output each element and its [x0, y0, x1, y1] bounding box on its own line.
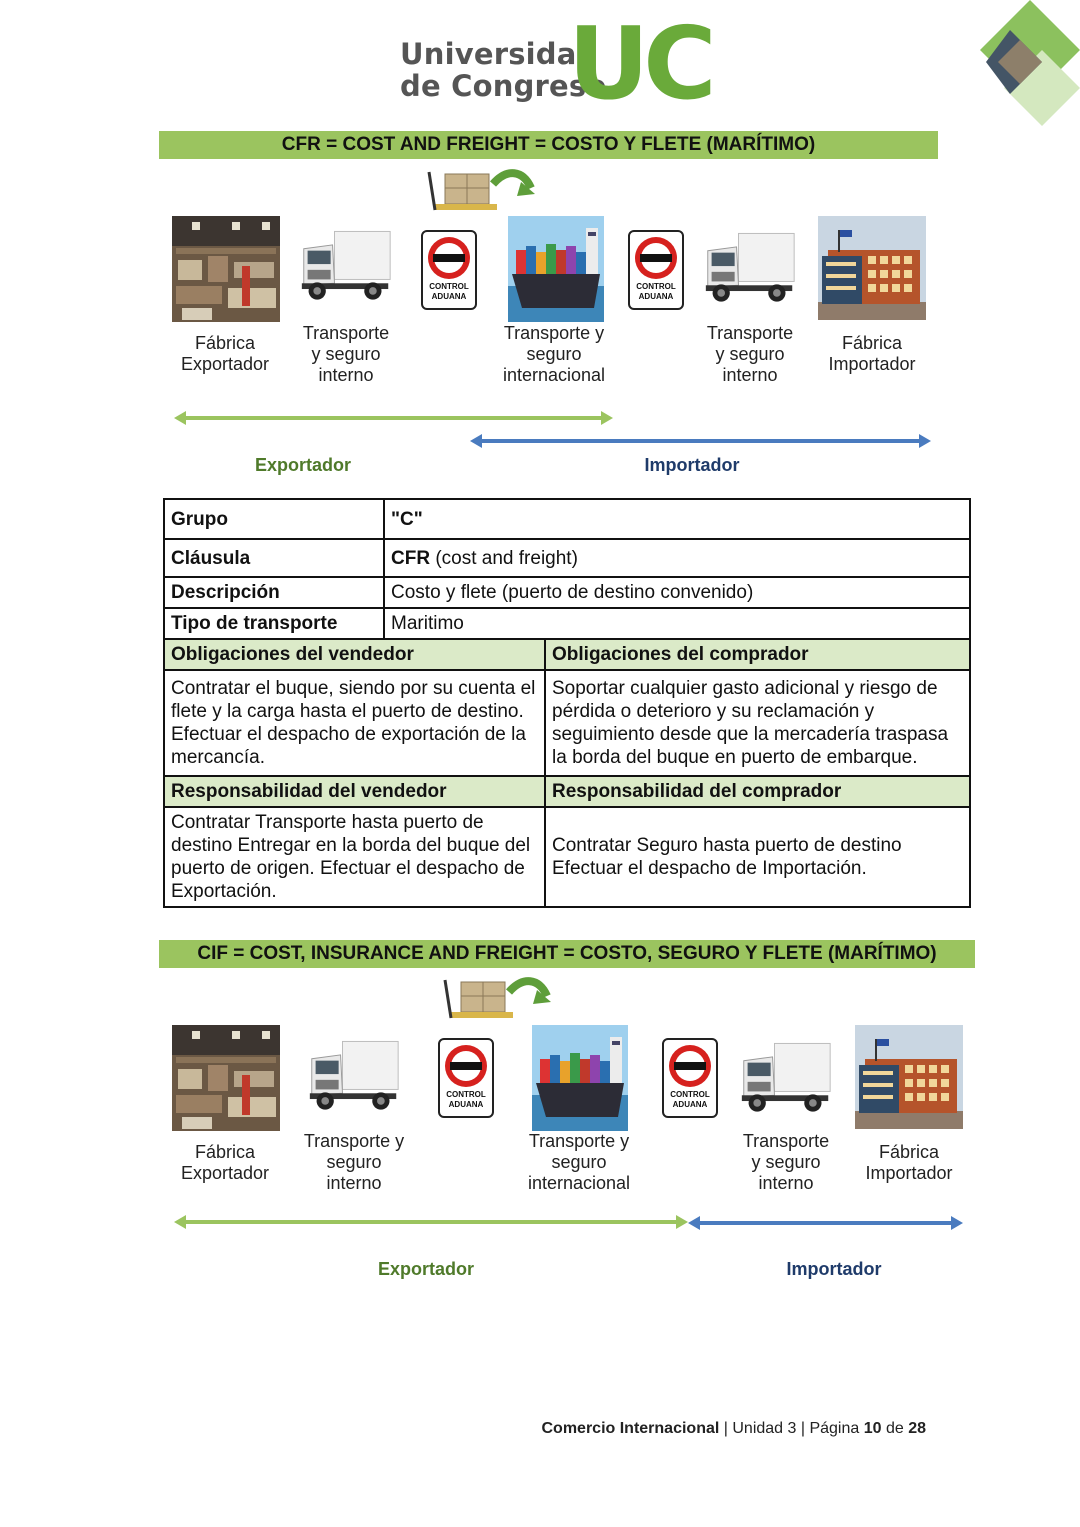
cfr-details-table — [163, 498, 971, 908]
footer-page-total: 28 — [908, 1420, 926, 1437]
table-row — [164, 577, 970, 608]
container-ship-image — [532, 1025, 628, 1131]
truck-image — [738, 1038, 834, 1118]
footer-page-number: 10 — [863, 1420, 882, 1437]
clause-code: CFR — [391, 548, 431, 569]
step-caption: Transporte y seguro interno — [303, 1131, 405, 1193]
step-caption: Fábrica Exportador — [180, 333, 270, 374]
sign-text: CONTROL ADUANA — [670, 1090, 710, 1109]
footer-course: Comercio Internacional — [541, 1420, 720, 1437]
buyer-responsibility-text: Contratar Seguro hasta puerto de destino Efectuar el despacho de Importación. — [545, 807, 970, 907]
logo-line-2: de Congreso — [400, 69, 607, 103]
page-footer — [541, 1420, 926, 1438]
truck-image — [298, 226, 394, 306]
seller-obligations-text: Contratar el buque, siendo por su cuenta el flete y la carga hasta el puerto de destino. Efectuar el despacho de exportación de la mercancía. — [164, 670, 545, 776]
pallet-arrow-icon — [414, 168, 536, 212]
step-caption: Transporte y seguro internacional — [527, 1131, 631, 1193]
importer-label: Importador — [644, 455, 740, 475]
seller-responsibility-header: Responsabilidad del vendedor — [164, 776, 545, 807]
factory-warehouse-image — [172, 1025, 280, 1131]
footer-unit: | Unidad 3 | Página — [719, 1420, 864, 1437]
clause-label: Cláusula — [164, 539, 384, 577]
table-row — [164, 608, 970, 639]
footer-separator: de — [881, 1420, 909, 1437]
clause-description: (cost and freight) — [430, 548, 578, 569]
description-value: Costo y flete (puerto de destino convenido) — [384, 577, 970, 608]
buyer-responsibility-header: Responsabilidad del comprador — [545, 776, 970, 807]
exporter-label: Exportador — [254, 455, 351, 475]
sign-text: CONTROL ADUANA — [429, 282, 469, 301]
truck-image — [306, 1036, 402, 1116]
truck-image — [702, 228, 798, 308]
customs-control-sign-icon — [421, 230, 477, 310]
sign-text: CONTROL ADUANA — [636, 282, 676, 301]
table-row — [164, 776, 970, 807]
table-row — [164, 639, 970, 670]
seller-responsibility-text: Contratar Transporte hasta puerto de destino Entregar en la borda del buque del puerto de origen. Efectuar el despacho de Exportación. — [164, 807, 545, 907]
cfr-title-banner: CFR = COST AND FREIGHT = COSTO Y FLETE (MARÍTIMO) — [159, 131, 938, 159]
step-caption: Transporte y seguro internacional — [502, 323, 606, 385]
table-row — [164, 807, 970, 907]
step-caption: Transporte y seguro interno — [742, 1131, 830, 1193]
transport-type-value: Maritimo — [384, 608, 970, 639]
group-value: "C" — [384, 499, 970, 539]
responsibility-arrows — [170, 1212, 970, 1236]
factory-building-image — [855, 1025, 963, 1129]
customs-control-sign-icon — [662, 1038, 718, 1118]
description-label: Descripción — [164, 577, 384, 608]
buyer-obligations-header: Obligaciones del comprador — [545, 639, 970, 670]
corner-decoration-icon — [980, 0, 1080, 130]
factory-building-image — [818, 216, 926, 320]
step-caption: Transporte y seguro interno — [302, 323, 390, 385]
cif-title-banner: CIF = COST, INSURANCE AND FREIGHT = COSTO, SEGURO Y FLETE (MARÍTIMO) — [159, 940, 975, 968]
customs-control-sign-icon — [628, 230, 684, 310]
customs-control-sign-icon — [438, 1038, 494, 1118]
transport-type-label: Tipo de transporte — [164, 608, 384, 639]
container-ship-image — [508, 216, 604, 322]
pallet-arrow-icon — [430, 976, 552, 1020]
logo-line-1: Universidad — [400, 37, 598, 71]
seller-obligations-header: Obligaciones del vendedor — [164, 639, 545, 670]
importer-label: Importador — [786, 1259, 882, 1279]
exporter-label: Exportador — [377, 1259, 474, 1279]
responsibility-arrows — [170, 408, 940, 452]
university-logo-mark: UC — [568, 5, 711, 122]
group-label: Grupo — [164, 499, 384, 539]
table-row — [164, 499, 970, 539]
step-caption: Fábrica Importador — [828, 333, 916, 374]
buyer-obligations-text: Soportar cualquier gasto adicional y riesgo de pérdida o deterioro y su reclamación y seguimiento desde que la mercadería traspasa la borda del buque en puerto de embarque. — [545, 670, 970, 776]
step-caption: Transporte y seguro interno — [706, 323, 794, 385]
step-caption: Fábrica Exportador — [180, 1142, 270, 1183]
table-row — [164, 670, 970, 776]
sign-text: CONTROL ADUANA — [446, 1090, 486, 1109]
table-row — [164, 539, 970, 577]
step-caption: Fábrica Importador — [865, 1142, 953, 1183]
clause-value — [384, 539, 970, 577]
factory-warehouse-image — [172, 216, 280, 322]
